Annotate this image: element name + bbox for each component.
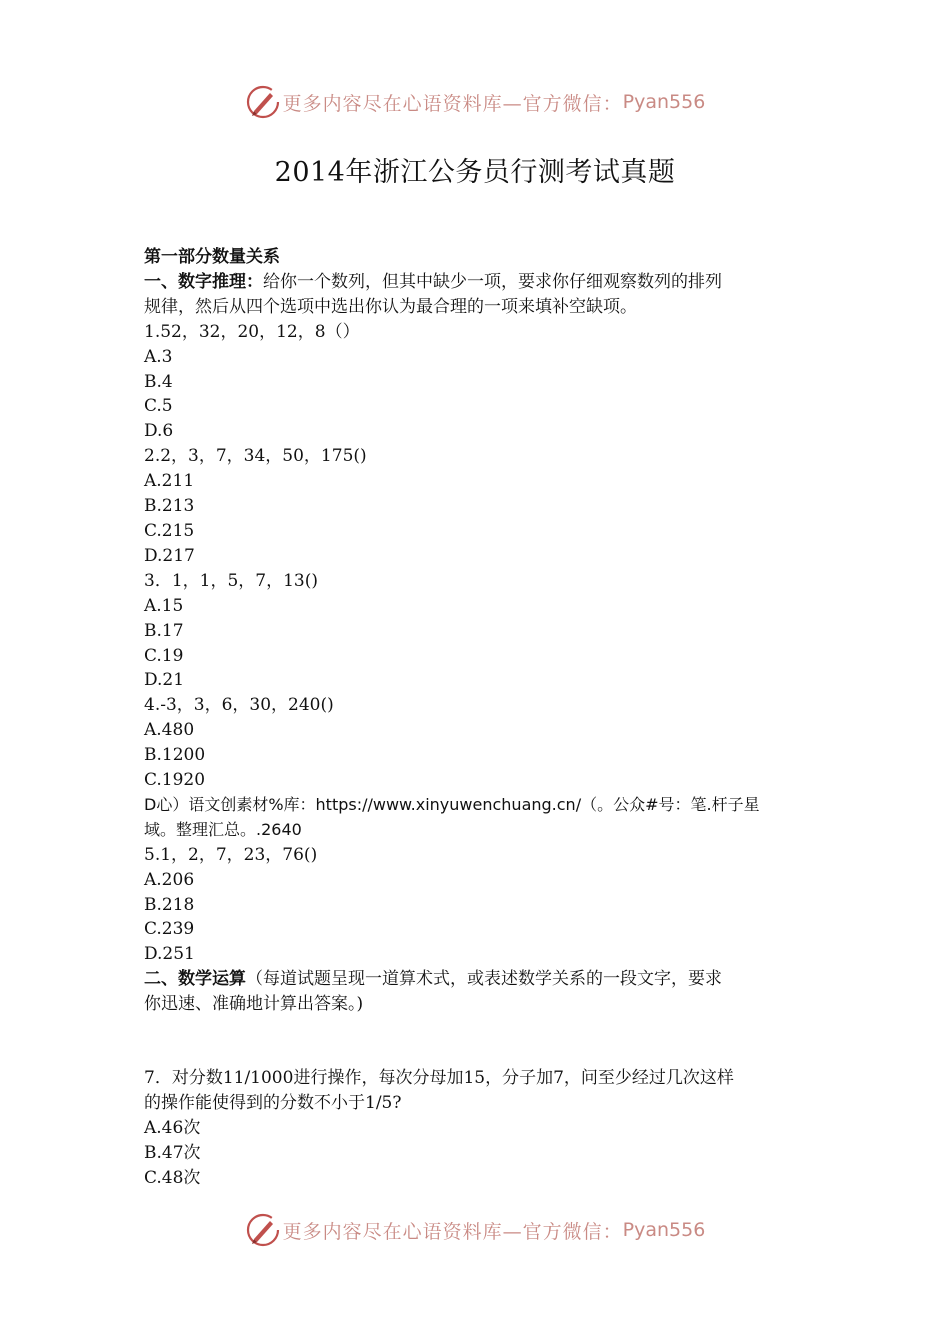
answer-option: C.19 (144, 645, 184, 666)
answer-option: A.206 (144, 869, 195, 890)
question-stem: 1.52，32，20，12，8（） (144, 321, 360, 342)
pen-logo-icon (245, 1212, 281, 1248)
question-stem: 2.2，3，7，34，50，175() (144, 446, 367, 467)
watermark-text: 更多内容尽在心语资料库—官方微信： (282, 92, 623, 115)
inserted-note-line1: D心）语文创素材%库：https://www.xinyuwenchuang.cn/（。公众#号：笔.杆子星 (144, 794, 760, 814)
answer-option: B.17 (144, 620, 184, 641)
document-body (144, 245, 810, 1191)
answer-option: C.239 (144, 919, 195, 940)
section-heading: 第一部分数量关系 (144, 247, 280, 267)
answer-option: A.3 (144, 346, 173, 367)
answer-option: D.6 (144, 421, 174, 442)
watermark-banner-top (0, 82, 950, 122)
part1-instruction-line1: 给你一个数列，但其中缺少一项，要求你仔细观察数列的排列 (263, 271, 722, 292)
answer-option: C.5 (144, 396, 173, 417)
question-stem: 5.1，2，7，23，76() (144, 844, 318, 865)
part1-instruction-line2: 规律，然后从四个选项中选出你认为最合理的一项来填补空缺项。 (144, 296, 637, 317)
answer-option: C.215 (144, 520, 195, 541)
answer-option: C.48次 (144, 1167, 201, 1188)
answer-option: B.213 (144, 496, 195, 517)
answer-option: A.46次 (144, 1117, 201, 1138)
watermark-banner-bottom (0, 1210, 950, 1250)
blank-space (144, 1017, 810, 1066)
question-stem: 4.-3，3，6，30，240() (144, 695, 334, 716)
question-stem: 3．1，1，5，7，13() (144, 570, 318, 591)
answer-option: D.21 (144, 670, 185, 691)
answer-option: C.1920 (144, 770, 206, 791)
pen-logo-icon (245, 84, 281, 120)
question-stem-line2: 的操作能使得到的分数不小于1/5? (144, 1093, 402, 1113)
part1-heading: 一、数字推理： (144, 271, 263, 292)
answer-option: A.480 (144, 720, 195, 741)
answer-option: A.15 (144, 595, 184, 616)
question-stem-line1: 7．对分数11/1000进行操作，每次分母加15，分子加7，问至少经过几次这样 (144, 1068, 734, 1089)
part2-heading: 二、数学运算 (144, 969, 246, 990)
answer-option: B.218 (144, 894, 195, 915)
watermark-wechat-id: Pyan556 (622, 91, 706, 113)
part2-instruction-line2: 你迅速、准确地计算出答案。) (144, 994, 364, 1015)
part1-intro (144, 270, 810, 295)
part2-intro (144, 967, 810, 992)
watermark-text: 更多内容尽在心语资料库—官方微信： (282, 1220, 623, 1243)
page-title: 2014年浙江公务员行测考试真题 (274, 157, 676, 188)
answer-option: B.1200 (144, 745, 206, 766)
watermark-wechat-id: Pyan556 (622, 1219, 706, 1241)
inserted-note-line2: 域。整理汇总。.2640 (144, 819, 302, 839)
answer-option: A.211 (144, 471, 195, 492)
answer-option: B.47次 (144, 1142, 201, 1163)
answer-option: D.251 (144, 944, 195, 965)
answer-option: D.217 (144, 545, 195, 566)
answer-option: B.4 (144, 371, 173, 392)
part2-instruction-line1: （每道试题呈现一道算术式，或表述数学关系的一段文字，要求 (246, 969, 722, 990)
